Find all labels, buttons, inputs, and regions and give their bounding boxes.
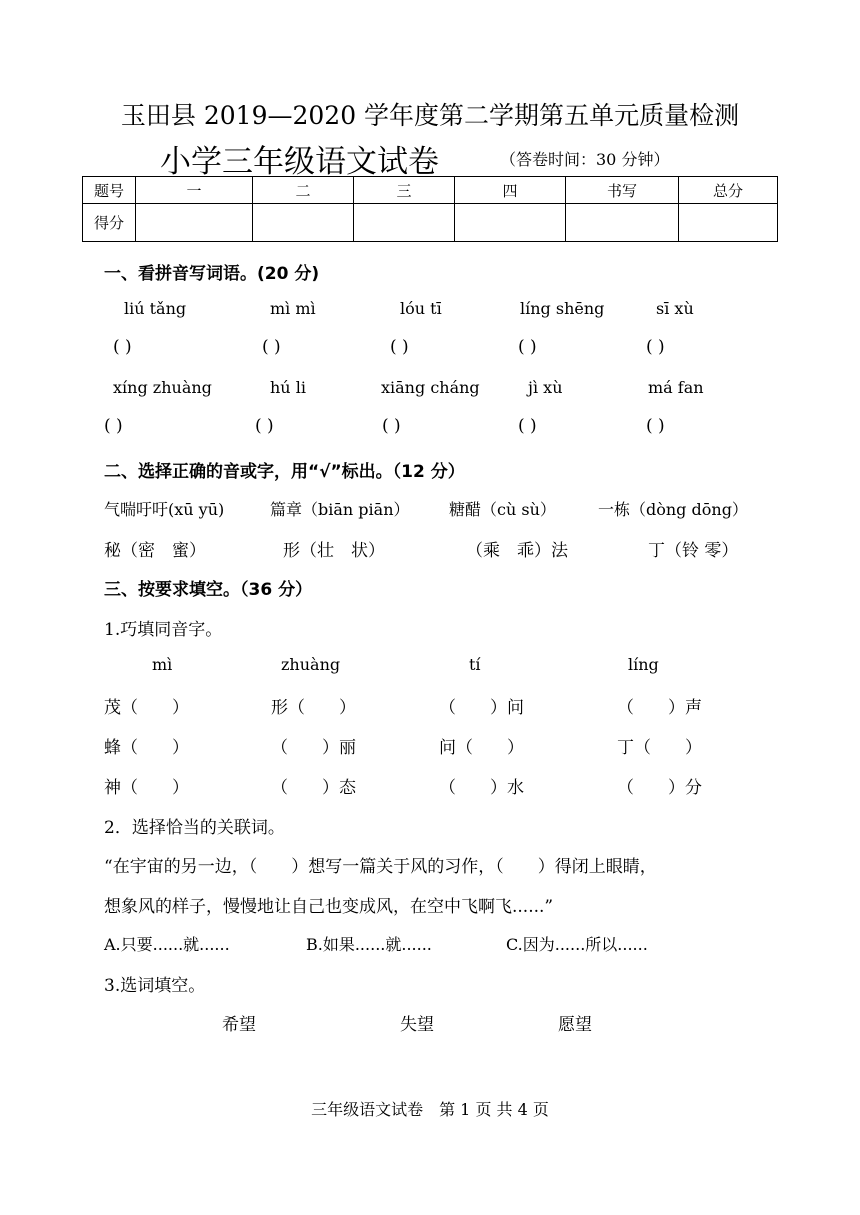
exam-title: 玉田县 2019—2020 学年度第二学期第五单元质量检测 [120, 101, 740, 130]
homophone-blank[interactable]: 丁（ ） [617, 738, 702, 758]
choice-item[interactable]: 丁（铃 零） [648, 541, 739, 561]
score-cell-writing[interactable] [566, 204, 679, 242]
score-header-1: 一 [136, 177, 253, 204]
answer-blank[interactable]: ( ) [646, 337, 665, 357]
answer-blank[interactable]: ( ) [113, 337, 132, 357]
answer-blank[interactable]: ( ) [518, 337, 537, 357]
pinyin-item: zhuàng [281, 655, 341, 674]
pinyin-item: mì [152, 655, 173, 674]
choice-item[interactable]: 形（壮 状） [283, 541, 385, 561]
answer-blank[interactable]: ( ) [255, 416, 274, 436]
pinyin-item: mì mì [270, 299, 316, 318]
pinyin-item: hú li [270, 378, 306, 397]
answer-blank[interactable]: ( ) [390, 337, 409, 357]
question3-title: 3.选词填空。 [104, 976, 206, 996]
option-c[interactable]: C.因为......所以...... [506, 935, 648, 954]
section1-heading: 一、看拼音写词语。(20 分) [104, 264, 320, 284]
score-row-label: 得分 [83, 204, 136, 242]
section2-heading: 二、选择正确的音或字，用“√”标出。（12 分） [104, 462, 465, 482]
option-b[interactable]: B.如果......就...... [306, 935, 432, 954]
question2-text: “在宇宙的另一边，（ ）想写一篇关于风的习作，（ ）得闭上眼睛， [104, 857, 657, 877]
score-header-4: 四 [455, 177, 566, 204]
choice-item[interactable]: 篇章（biān piān） [270, 500, 410, 519]
section3-heading: 三、按要求填空。（36 分） [104, 580, 313, 600]
homophone-blank[interactable]: （ ）水 [439, 778, 524, 798]
pinyin-item: líng [628, 655, 659, 674]
pinyin-item: xíng zhuàng [113, 378, 212, 397]
word-option: 愿望 [558, 1015, 592, 1035]
homophone-blank[interactable]: （ ）态 [271, 778, 356, 798]
answer-blank[interactable]: ( ) [262, 337, 281, 357]
homophone-blank[interactable]: 茂（ ） [104, 698, 189, 718]
answer-blank[interactable]: ( ) [382, 416, 401, 436]
choice-item[interactable]: （乘 乖）法 [466, 541, 568, 561]
option-a[interactable]: A.只要......就...... [104, 935, 230, 954]
score-header-2: 二 [253, 177, 354, 204]
page-footer: 三年级语文试卷 第 1 页 共 4 页 [311, 1100, 549, 1119]
homophone-blank[interactable]: 神（ ） [104, 778, 189, 798]
answer-blank[interactable]: ( ) [518, 416, 537, 436]
score-cell-4[interactable] [455, 204, 566, 242]
score-header-label: 题号 [83, 177, 136, 204]
choice-item[interactable]: 糖醋（cù sù） [449, 500, 556, 519]
pinyin-item: má fan [648, 378, 704, 397]
pinyin-item: lóu tī [400, 299, 442, 318]
word-option: 失望 [400, 1015, 434, 1035]
choice-item[interactable]: 一栋（dòng dōng） [598, 500, 748, 519]
choice-item[interactable]: 秘（密 蜜） [104, 541, 206, 561]
answer-blank[interactable]: ( ) [646, 416, 665, 436]
score-table [82, 176, 778, 242]
choice-item[interactable]: 气喘吁吁(xū yū) [104, 500, 225, 519]
homophone-blank[interactable]: 问（ ） [439, 738, 524, 758]
score-cell-total[interactable] [679, 204, 778, 242]
score-cell-2[interactable] [253, 204, 354, 242]
homophone-blank[interactable]: （ ）分 [617, 778, 702, 798]
question2-text: 想象风的样子，慢慢地让自己也变成风，在空中飞啊飞......” [104, 897, 554, 917]
pinyin-item: líng shēng [520, 299, 605, 318]
question1-title: 1.巧填同音字。 [104, 620, 223, 640]
score-header-writing: 书写 [566, 177, 679, 204]
score-cell-3[interactable] [354, 204, 455, 242]
homophone-blank[interactable]: 形（ ） [271, 698, 356, 718]
score-cell-1[interactable] [136, 204, 253, 242]
exam-time-note: （答卷时间：30 分钟） [500, 150, 670, 169]
homophone-blank[interactable]: 蜂（ ） [104, 738, 189, 758]
pinyin-item: liú tǎng [124, 299, 187, 318]
homophone-blank[interactable]: （ ）声 [617, 698, 702, 718]
pinyin-item: xiāng cháng [381, 378, 480, 397]
pinyin-item: jì xù [528, 378, 563, 397]
word-option: 希望 [222, 1015, 256, 1035]
pinyin-item: sī xù [656, 299, 694, 318]
homophone-blank[interactable]: （ ）问 [439, 698, 524, 718]
homophone-blank[interactable]: （ ）丽 [271, 738, 356, 758]
answer-blank[interactable]: ( ) [104, 416, 123, 436]
exam-subtitle: 小学三年级语文试卷 [160, 144, 439, 180]
score-header-total: 总分 [679, 177, 778, 204]
pinyin-item: tí [469, 655, 481, 674]
score-header-3: 三 [354, 177, 455, 204]
question2-title: 2．选择恰当的关联词。 [104, 818, 285, 838]
